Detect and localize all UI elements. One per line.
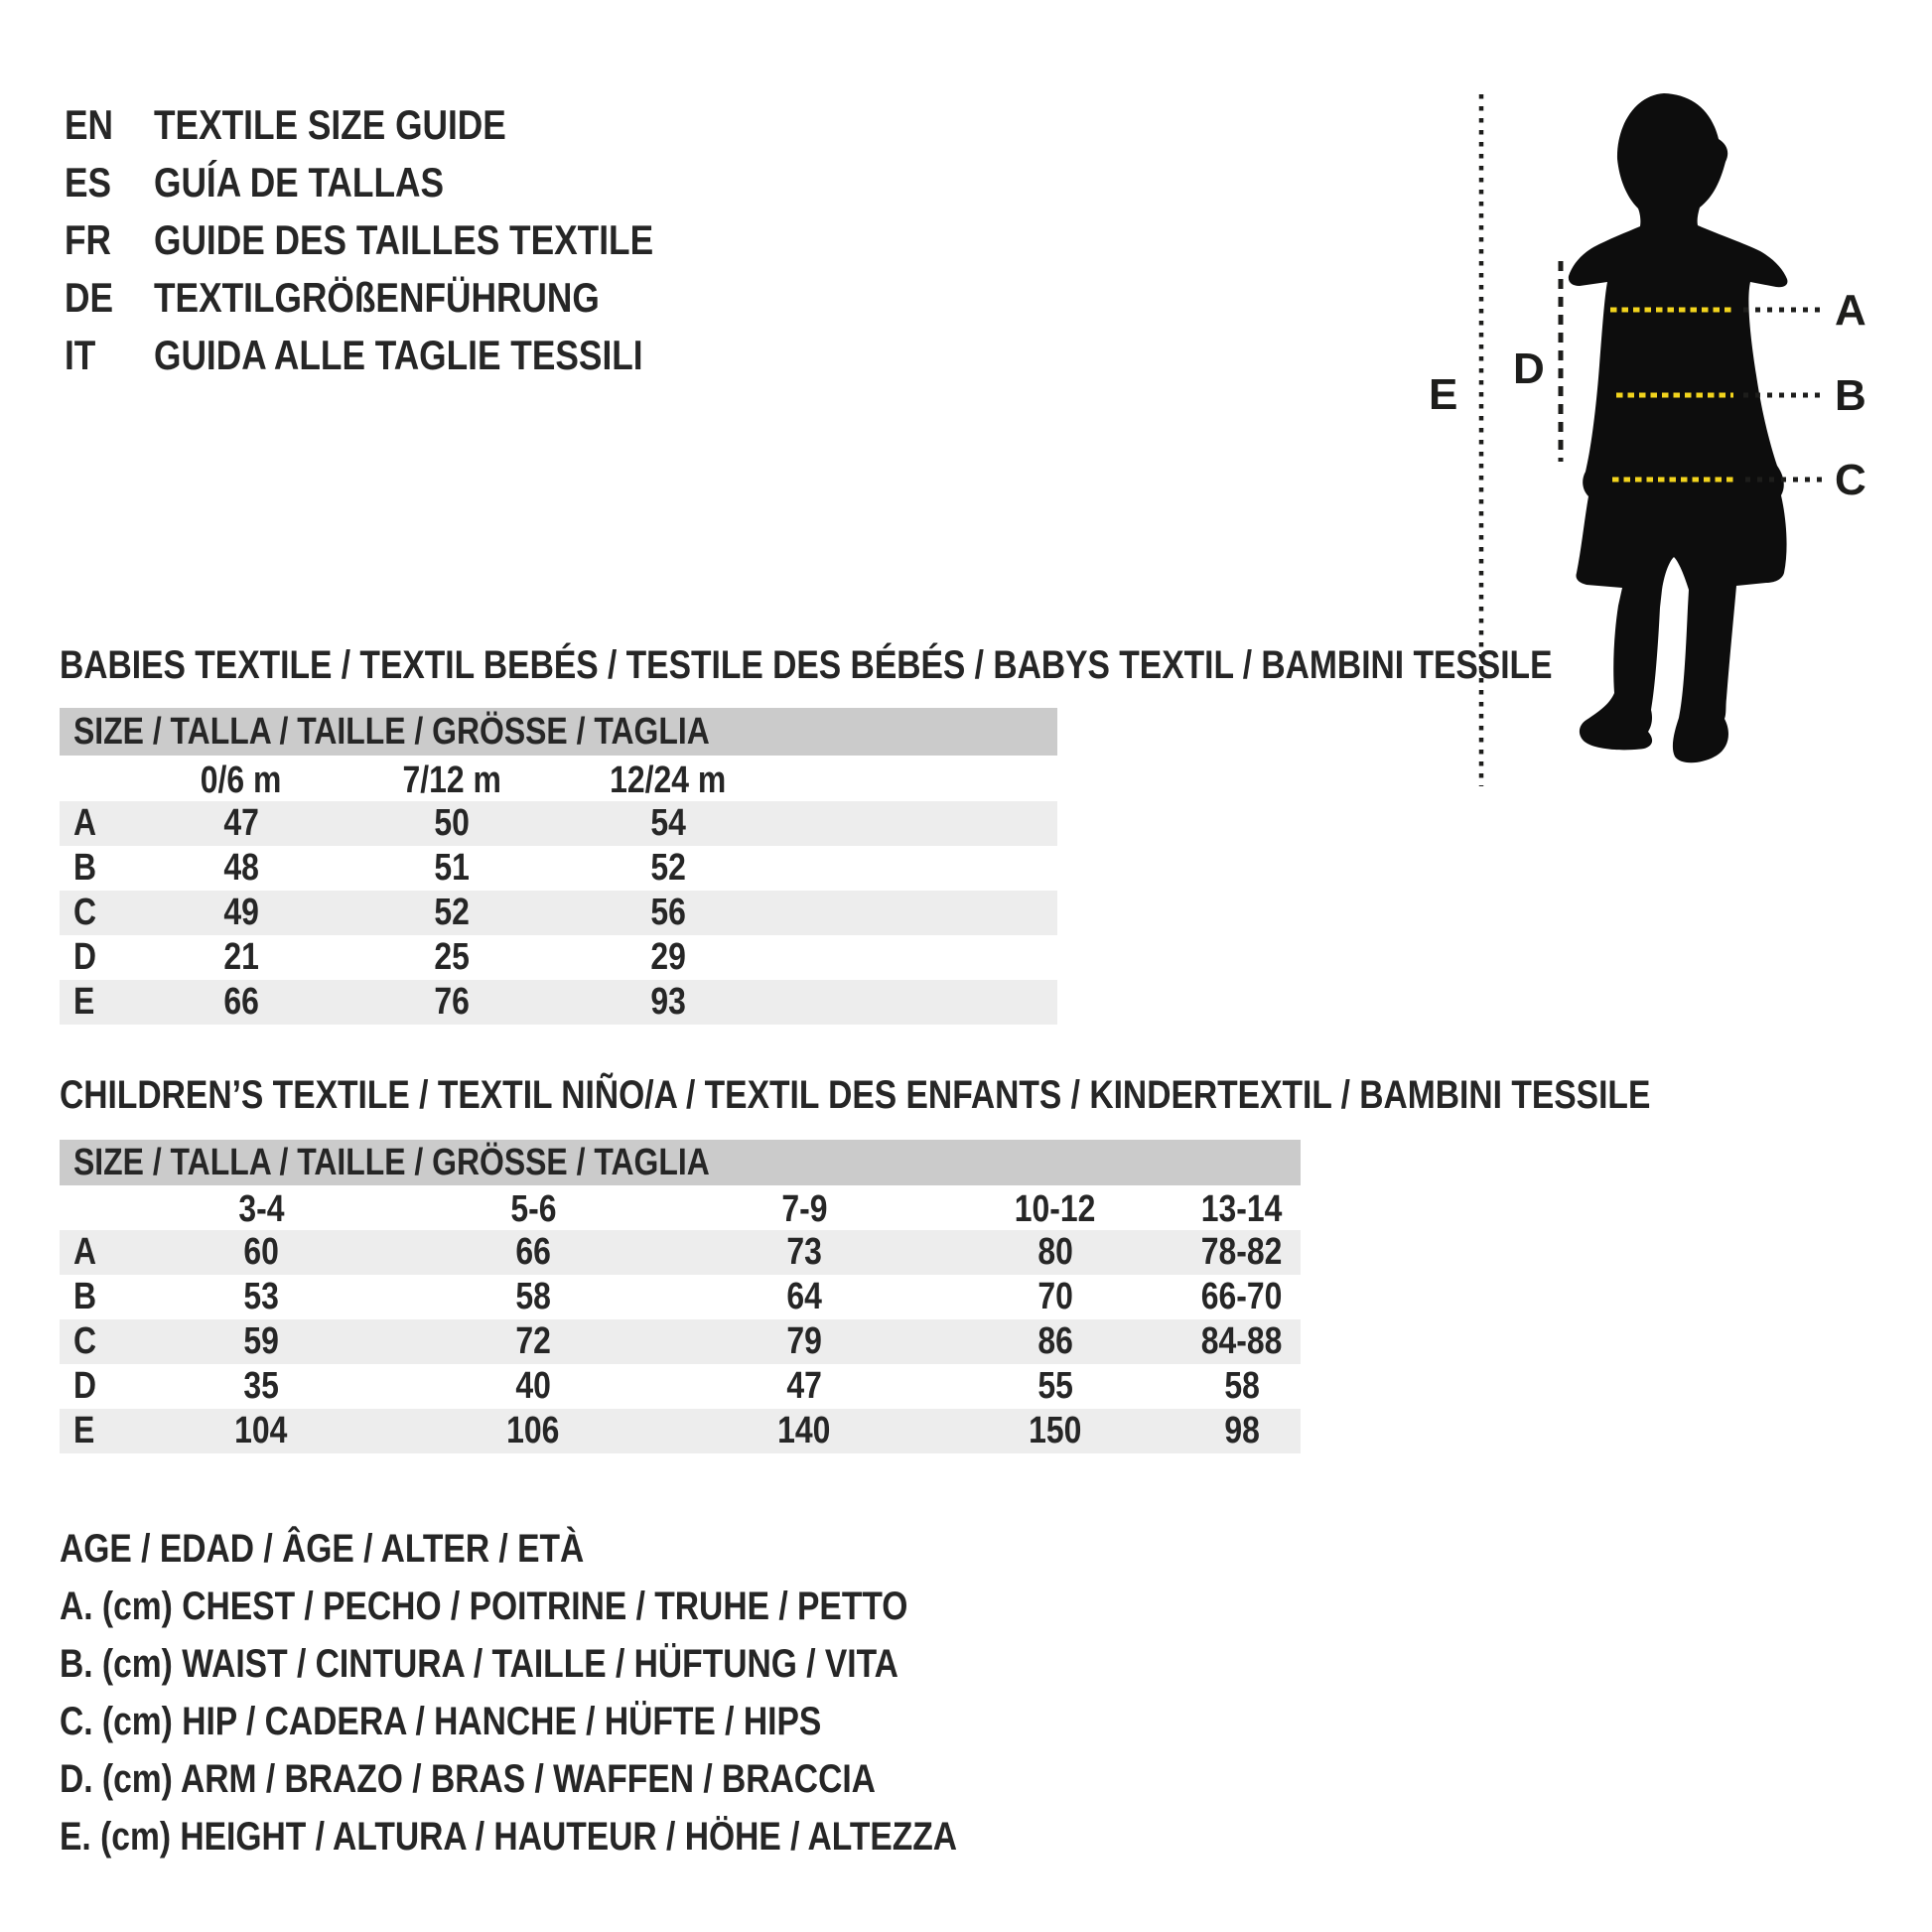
- children-value-cell: [137, 1365, 385, 1408]
- language-title: [154, 101, 573, 149]
- babies-column-header-text: 12/24 m: [610, 759, 727, 801]
- language-title: [154, 274, 684, 322]
- children-row-label-text: E: [73, 1410, 95, 1451]
- babies-value-text: 51: [434, 847, 471, 889]
- children-column-header-row: [60, 1188, 1301, 1230]
- babies-value-cell: [345, 802, 559, 845]
- legend-line-text: E. (cm) HEIGHT / ALTURA / HAUTEUR / HÖHE / ALTEZZA: [60, 1815, 958, 1859]
- babies-value-text: 29: [650, 936, 686, 978]
- children-row-label: [60, 1410, 137, 1452]
- babies-table-row: [60, 801, 1057, 846]
- children-row-label-text: B: [73, 1276, 97, 1317]
- children-value-text: 73: [786, 1231, 822, 1273]
- babies-value-text: 52: [650, 847, 686, 889]
- children-row-label-text: C: [73, 1320, 97, 1362]
- children-value-cell: [681, 1320, 927, 1363]
- children-value-text: 78-82: [1201, 1231, 1283, 1273]
- babies-row-label: [60, 936, 137, 979]
- children-column-header: [1183, 1188, 1301, 1231]
- children-value-text: 55: [1037, 1365, 1073, 1407]
- children-value-cell: [385, 1276, 681, 1318]
- babies-value-cell: [559, 802, 777, 845]
- children-value-text: 140: [777, 1410, 831, 1451]
- children-value-text: 104: [234, 1410, 288, 1451]
- children-value-cell: [927, 1276, 1183, 1318]
- babies-table-row: [60, 891, 1057, 935]
- language-row: [65, 154, 749, 211]
- babies-table-row: [60, 935, 1057, 980]
- children-value-text: 70: [1037, 1276, 1073, 1317]
- children-value-cell: [137, 1231, 385, 1274]
- babies-table-row: [60, 846, 1057, 891]
- legend-line-text: A. (cm) CHEST / PECHO / POITRINE / TRUHE / PETTO: [60, 1585, 908, 1628]
- babies-value-cell: [345, 936, 559, 979]
- children-value-cell: [385, 1410, 681, 1452]
- children-value-cell: [681, 1231, 927, 1274]
- measurement-legend: [60, 1527, 1128, 1872]
- babies-column-header: [345, 759, 559, 802]
- babies-table-row: [60, 980, 1057, 1025]
- babies-value-cell: [137, 892, 345, 934]
- babies-section-title-text: BABIES TEXTILE / TEXTIL BEBÉS / TESTILE DES BÉBÉS / BABYS TEXTIL / BAMBINI TESSILE: [60, 643, 1553, 687]
- children-column-header: [681, 1188, 927, 1231]
- children-size-header-text: SIZE / TALLA / TAILLE / GRÖSSE / TAGLIA: [73, 1141, 710, 1183]
- language-code: [65, 216, 154, 264]
- legend-line-text: AGE / EDAD / ÂGE / ALTER / ETÀ: [60, 1527, 585, 1571]
- language-code: [65, 332, 154, 379]
- children-value-cell: [137, 1276, 385, 1318]
- babies-column-header-text: 7/12 m: [402, 759, 502, 801]
- children-section-title-text: CHILDREN’S TEXTILE / TEXTIL NIÑO/A / TEXTIL DES ENFANTS / KINDERTEXTIL / BAMBINI TESSILE: [60, 1073, 1651, 1117]
- children-value-cell: [681, 1410, 927, 1452]
- language-code-text: FR: [65, 216, 112, 263]
- babies-value-cell: [137, 802, 345, 845]
- babies-row-label-text: E: [73, 981, 95, 1023]
- legend-line-text: D. (cm) ARM / BRAZO / BRAS / WAFFEN / BRACCIA: [60, 1757, 876, 1801]
- measurement-figure: [1370, 79, 1926, 804]
- babies-row-label: [60, 847, 137, 890]
- children-value-text: 106: [506, 1410, 560, 1451]
- children-column-header: [385, 1188, 681, 1231]
- children-size-table: [60, 1188, 1301, 1453]
- babies-value-cell: [137, 936, 345, 979]
- children-table-row: [60, 1364, 1301, 1409]
- children-value-text: 40: [515, 1365, 551, 1407]
- children-column-header: [137, 1188, 385, 1231]
- babies-row-label-text: C: [73, 892, 97, 933]
- language-row: [65, 269, 749, 327]
- children-table-row: [60, 1319, 1301, 1364]
- legend-line: [60, 1700, 1128, 1743]
- babies-value-cell: [559, 847, 777, 890]
- babies-value-cell: [137, 847, 345, 890]
- legend-line-text: B. (cm) WAIST / CINTURA / TAILLE / HÜFTUNG / VITA: [60, 1642, 898, 1686]
- language-code-text: IT: [65, 332, 96, 378]
- children-size-header-bar: [60, 1140, 1301, 1185]
- children-value-cell: [927, 1365, 1183, 1408]
- babies-size-header-bar: [60, 708, 1057, 756]
- babies-column-header: [137, 759, 345, 802]
- babies-value-text: 48: [223, 847, 259, 889]
- children-row-label: [60, 1276, 137, 1318]
- babies-value-text: 76: [434, 981, 471, 1023]
- children-value-text: 150: [1029, 1410, 1082, 1451]
- babies-value-text: 56: [650, 892, 686, 933]
- babies-value-text: 93: [650, 981, 686, 1023]
- babies-row-label-text: A: [73, 802, 97, 844]
- babies-row-label-text: D: [73, 936, 97, 978]
- children-value-text: 59: [243, 1320, 279, 1362]
- babies-value-cell: [345, 892, 559, 934]
- babies-value-cell: [559, 936, 777, 979]
- language-code-text: ES: [65, 159, 112, 206]
- children-value-text: 64: [786, 1276, 822, 1317]
- language-code: [65, 101, 154, 149]
- language-title-text: GUIDE DES TAILLES TEXTILE: [154, 216, 654, 263]
- children-row-label-text: A: [73, 1231, 97, 1273]
- language-code-text: DE: [65, 274, 114, 321]
- children-table-row: [60, 1230, 1301, 1275]
- label-c: C: [1835, 456, 1866, 504]
- children-value-cell: [385, 1231, 681, 1274]
- label-b: B: [1835, 371, 1866, 420]
- language-list: [65, 96, 749, 384]
- children-value-cell: [1183, 1231, 1301, 1274]
- children-value-cell: [681, 1365, 927, 1408]
- babies-size-header-text: SIZE / TALLA / TAILLE / GRÖSSE / TAGLIA: [73, 710, 710, 753]
- children-value-cell: [1183, 1320, 1301, 1363]
- language-code: [65, 274, 154, 322]
- label-d: D: [1513, 345, 1545, 393]
- children-value-cell: [1183, 1365, 1301, 1408]
- children-value-text: 86: [1037, 1320, 1073, 1362]
- babies-value-cell: [559, 892, 777, 934]
- babies-value-text: 21: [223, 936, 259, 978]
- babies-section-title: [60, 643, 1837, 687]
- children-value-text: 66: [515, 1231, 551, 1273]
- language-title-text: GUÍA DE TALLAS: [154, 159, 445, 206]
- babies-value-text: 52: [434, 892, 471, 933]
- label-e: E: [1429, 370, 1458, 419]
- babies-row-label-text: B: [73, 847, 97, 889]
- children-value-cell: [927, 1410, 1183, 1452]
- babies-column-header: [559, 759, 777, 802]
- babies-column-header-row: [60, 759, 1057, 801]
- label-a: A: [1835, 286, 1866, 335]
- language-row: [65, 211, 749, 269]
- children-column-header-text: 5-6: [509, 1188, 557, 1230]
- children-value-text: 35: [243, 1365, 279, 1407]
- children-value-text: 60: [243, 1231, 279, 1273]
- babies-size-table: [60, 759, 1057, 1025]
- children-section-title: [60, 1073, 1932, 1117]
- children-value-cell: [385, 1365, 681, 1408]
- children-value-cell: [1183, 1276, 1301, 1318]
- children-value-cell: [681, 1276, 927, 1318]
- babies-value-cell: [345, 981, 559, 1024]
- children-column-header-text: 10-12: [1015, 1188, 1096, 1230]
- babies-value-text: 66: [223, 981, 259, 1023]
- children-value-cell: [1183, 1410, 1301, 1452]
- children-value-cell: [137, 1410, 385, 1452]
- children-value-text: 66-70: [1201, 1276, 1283, 1317]
- language-code: [65, 159, 154, 207]
- language-title: [154, 159, 499, 207]
- babies-value-cell: [345, 847, 559, 890]
- language-title-text: TEXTILE SIZE GUIDE: [154, 101, 506, 148]
- children-value-cell: [137, 1320, 385, 1363]
- children-value-text: 53: [243, 1276, 279, 1317]
- babies-value-text: 50: [434, 802, 471, 844]
- children-value-text: 47: [786, 1365, 822, 1407]
- children-row-label: [60, 1320, 137, 1363]
- babies-row-label: [60, 981, 137, 1024]
- babies-value-text: 47: [223, 802, 259, 844]
- babies-row-label: [60, 892, 137, 934]
- legend-line: [60, 1815, 1128, 1859]
- children-row-label: [60, 1231, 137, 1274]
- babies-value-text: 49: [223, 892, 259, 933]
- children-value-text: 58: [1224, 1365, 1260, 1407]
- babies-value-text: 25: [434, 936, 471, 978]
- language-title: [154, 332, 736, 379]
- babies-column-header-text: 0/6 m: [201, 759, 282, 801]
- children-value-cell: [385, 1320, 681, 1363]
- language-row: [65, 327, 749, 384]
- language-title-text: TEXTILGRÖßENFÜHRUNG: [154, 274, 600, 321]
- babies-value-cell: [559, 981, 777, 1024]
- children-row-label-text: D: [73, 1365, 97, 1407]
- children-value-text: 80: [1037, 1231, 1073, 1273]
- children-value-text: 84-88: [1201, 1320, 1283, 1362]
- legend-line: [60, 1585, 1128, 1628]
- children-value-cell: [927, 1231, 1183, 1274]
- babies-value-cell: [137, 981, 345, 1024]
- children-column-header-text: 7-9: [780, 1188, 828, 1230]
- language-title-text: GUIDA ALLE TAGLIE TESSILI: [154, 332, 643, 378]
- language-title: [154, 216, 749, 264]
- language-code-text: EN: [65, 101, 114, 148]
- children-column-header-text: 3-4: [237, 1188, 285, 1230]
- children-column-header: [927, 1188, 1183, 1231]
- children-value-text: 98: [1224, 1410, 1260, 1451]
- children-column-header-text: 13-14: [1201, 1188, 1283, 1230]
- babies-value-text: 54: [650, 802, 686, 844]
- legend-line: [60, 1642, 1128, 1686]
- babies-row-label: [60, 802, 137, 845]
- children-table-row: [60, 1275, 1301, 1319]
- children-value-text: 79: [786, 1320, 822, 1362]
- children-value-text: 72: [515, 1320, 551, 1362]
- legend-line-text: C. (cm) HIP / CADERA / HANCHE / HÜFTE / HIPS: [60, 1700, 822, 1743]
- children-value-text: 58: [515, 1276, 551, 1317]
- children-table-row: [60, 1409, 1301, 1453]
- children-row-label: [60, 1365, 137, 1408]
- legend-line: [60, 1527, 1128, 1571]
- language-row: [65, 96, 749, 154]
- legend-line: [60, 1757, 1128, 1801]
- children-value-cell: [927, 1320, 1183, 1363]
